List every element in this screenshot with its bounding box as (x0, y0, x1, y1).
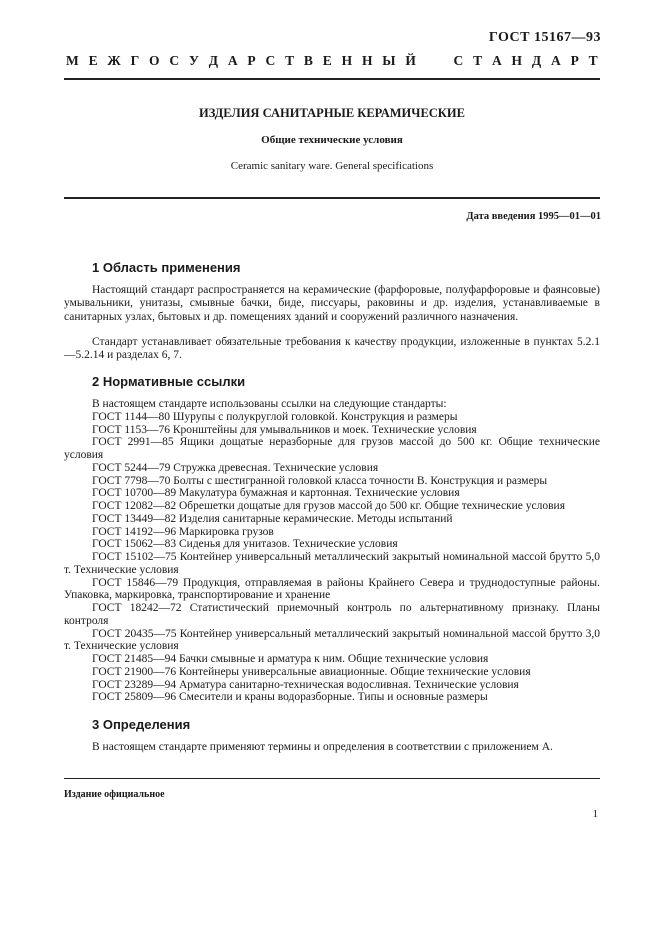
banner-letter: Р (570, 53, 579, 68)
reference-item: ГОСТ 15062—83 Сиденья для унитазов. Технические условия (92, 538, 398, 551)
references-intro: В настоящем стандарте использованы ссылки на следующие стандарты: (92, 398, 447, 410)
reference-item: ГОСТ 18242—72 Статистический приемочный контроль по альтернативному признаку. Планы контроля (64, 602, 600, 627)
banner-letter: Т (285, 53, 295, 68)
banner-letter: М (66, 53, 79, 68)
banner-letter: А (491, 53, 502, 68)
reference-item: ГОСТ 1153—76 Кронштейны для умывальников и моек. Технические условия (92, 423, 477, 436)
banner-letter: Е (88, 53, 98, 68)
reference-item: ГОСТ 21900—76 Контейнеры универсальные авиационные. Общие технические условия (92, 665, 531, 678)
banner-letter: С (169, 53, 180, 68)
banner-letter: У (188, 53, 199, 68)
banner-letter: А (551, 53, 561, 68)
reference-item: ГОСТ 1144—80 Шурупы с полукруглой головкой. Конструкция и размеры (92, 410, 458, 423)
document-code: ГОСТ 15167—93 (488, 30, 601, 45)
reference-item: ГОСТ 14192—96 Маркировка грузов (92, 525, 274, 538)
paragraph: Стандарт устанавливает обязательные требования к качеству продукции, изложенные в пунктах 5.2.1—5.2.14 и разделах 6, 7. (64, 336, 600, 362)
reference-item: ГОСТ 10700—89 Макулатура бумажная и картонная. Технические условия (92, 487, 460, 500)
reference-item: ГОСТ 15102—75 Контейнер универсальный металлический закрытый номинальной массой брутто 5,0 т. Технические условия (64, 551, 600, 576)
official-edition-note: Издание официальное (64, 789, 165, 800)
banner-letter: Т (588, 53, 598, 68)
header-rule (64, 78, 600, 80)
banner-letter: Е (322, 53, 332, 68)
reference-item: ГОСТ 21485—94 Бачки смывные и арматура к ним. Общие технические условия (92, 653, 489, 665)
banner-letter: Й (405, 53, 416, 68)
reference-item: ГОСТ 5244—79 Стружка древесная. Технические условия (92, 461, 379, 474)
reference-item: ГОСТ 15846—79 Продукция, отправляемая в районы Крайнего Севера и труднодоступные районы. Упаковка, маркировка, транспортирование и хранение (64, 576, 600, 602)
section-heading-scope: 1 Область применения (92, 260, 241, 275)
section-heading-references: 2 Нормативные ссылки (92, 374, 246, 389)
reference-item: ГОСТ 12082—82 Обрешетки дощатые для грузов массой до 500 кг. Общие технические условия (92, 500, 566, 512)
reference-item: ГОСТ 25809—96 Смесители и краны водоразборные. Типы и основные размеры (92, 691, 488, 704)
banner-letter: Р (247, 53, 256, 68)
paragraph: Настоящий стандарт распространяется на керамические (фарфоровые, полуфарфоровые и фаянсовые) умывальники, унитазы, смывные бачки, биде, писсуары, раковины и др. изделия, устанавливаемые в санитарных узлах, бытовых и др. помещениях зданий и сооружений различного назначения. (64, 284, 600, 323)
reference-item: ГОСТ 20435—75 Контейнер универсальный металлический закрытый номинальной массой брутто 3,0 т. Технические условия (64, 627, 600, 653)
english-title: Ceramic sanitary ware. General specifications (230, 160, 434, 172)
interstate-standard-banner (66, 53, 598, 69)
reference-item: ГОСТ 7798—70 Болты с шестигранной головкой класса точности В. Конструкция и размеры (92, 474, 548, 487)
banner-letter: Н (361, 53, 373, 68)
banner-letter: С (453, 53, 464, 68)
page-number: 1 (592, 808, 598, 820)
banner-letter: Д (531, 53, 542, 68)
section-heading-definitions: 3 Определения (92, 717, 191, 732)
banner-letter: Н (341, 53, 353, 68)
footer-rule (64, 778, 600, 779)
banner-letter: В (303, 53, 313, 68)
reference-item: ГОСТ 13449—82 Изделия санитарные керамические. Методы испытаний (92, 512, 453, 525)
reference-item: ГОСТ 2991—85 Ящики дощатые неразборные для грузов массой до 500 кг. Общие технические условия (64, 436, 600, 461)
banner-letter: Н (511, 53, 523, 68)
document-subtitle: Общие технические условия (261, 134, 403, 146)
references-list (64, 398, 600, 704)
banner-letter: А (227, 53, 238, 68)
banner-letter: Г (130, 53, 140, 68)
introduction-date: Дата введения 1995—01—01 (466, 211, 601, 222)
banner-gap (426, 53, 444, 69)
title-rule (64, 197, 600, 199)
banner-letter: Т (473, 53, 483, 68)
banner-letter: О (149, 53, 160, 68)
banner-letter: Ы (382, 53, 396, 68)
reference-item: ГОСТ 23289—94 Арматура санитарно-техническая водосливная. Технические условия (92, 678, 519, 691)
banner-letter: Ж (107, 53, 121, 68)
paragraph: В настоящем стандарте применяют термины и определения в соответствии с приложением А. (92, 741, 553, 753)
banner-letter: С (265, 53, 276, 68)
banner-letter: Д (208, 53, 218, 68)
document-title: ИЗДЕЛИЯ САНИТАРНЫЕ КЕРАМИЧЕСКИЕ (199, 106, 465, 120)
